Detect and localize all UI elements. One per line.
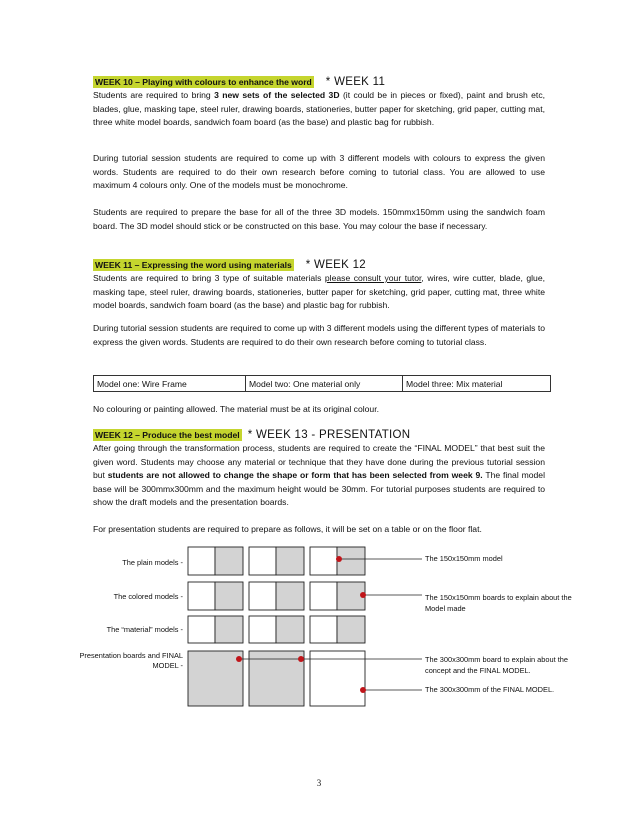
week11-paragraph-3: No colouring or painting allowed. The material must be at its original colour.: [93, 404, 379, 414]
colored-model-2-board: [276, 582, 304, 610]
colored-model-1-board: [215, 582, 243, 610]
diagram-note-1: The 150x150mm model: [425, 554, 503, 563]
table-cell-model-one: Model one: Wire Frame: [94, 376, 246, 392]
plain-model-1-board: [215, 547, 243, 575]
week10-paragraph-2: During tutorial session students are required to come up with 3 different models with colours to express the given words. Students are required to do their own research before coming to tutorial class. You are allowed to use maximum 4 colours only. One of the models must be monochrome.: [93, 153, 545, 191]
week10-week-note: * WEEK 11: [325, 75, 386, 88]
marker-dot-2: [360, 592, 366, 598]
diagram-label-material: The “material” models -: [106, 625, 183, 634]
plain-model-3: [310, 547, 337, 575]
table-cell-model-three: Model three: Mix material: [403, 376, 551, 392]
page-number: 3: [316, 778, 322, 788]
week11-paragraph-1: Students are required to bring 3 type of suitable materials please consult your tutor, wires, wire cutter, blade, glue, masking tape, steel ruler, drawing boards, stationeries, butter paper for sketching, grid paper, cutting mat, three white model boards, sandwich foam board (as the base) and plastic bag for rubbish.: [93, 273, 546, 311]
week11-heading: WEEK 11 – Expressing the word using materials: [95, 259, 292, 270]
table-cell-model-two: Model two: One material only: [246, 376, 403, 392]
week10-paragraph-1: Students are required to bring 3 new sets of the selected 3D (it could be in pieces or fixed), paint and brush etc, blades, glue, masking tape, steel ruler, drawing boards, stationeries, butter paper for sketching, grid paper, cutting mat, three white model boards, sandwich foam board (as the base) and plastic bag for rubbish.: [93, 90, 546, 128]
diagram-label-plain: The plain models -: [122, 558, 183, 567]
presentation-board-1: [188, 651, 243, 706]
week12-paragraph-2: For presentation students are required to prepare as follows, it will be set on a table or on the floor flat.: [93, 524, 482, 534]
material-model-2: [249, 616, 276, 643]
colored-model-1: [188, 582, 215, 610]
plain-model-2: [249, 547, 276, 575]
diagram-note-4: The 300x300mm of the FINAL MODEL.: [425, 685, 555, 694]
diagram-label-presentation: Presentation boards and FINAL MODEL -: [79, 651, 183, 670]
plain-model-2-board: [276, 547, 304, 575]
week11-paragraph-2: During tutorial session students are required to come up with 3 different models using the different types of materials to express the given words. Students are required to do their own research before coming to tutorial class.: [93, 323, 545, 347]
diagram-note-3: The 300x300mm board to explain about the concept and the FINAL MODEL.: [425, 655, 568, 675]
marker-dot-4: [298, 656, 304, 662]
material-model-3: [310, 616, 337, 643]
colored-model-2: [249, 582, 276, 610]
marker-dot-5: [360, 687, 366, 693]
week12-week-note: * WEEK 13 - PRESENTATION: [247, 428, 411, 441]
diagram-label-colored: The colored models -: [113, 592, 183, 601]
colored-model-3: [310, 582, 337, 610]
plain-model-1: [188, 547, 215, 575]
marker-dot-1: [336, 556, 342, 562]
material-model-1-board: [215, 616, 243, 643]
week12-paragraph-1: After going through the transformation process, students are required to create the “FINAL MODEL” that best suit the given word. Students may choose any material or technique that they have done during the previous tutorial session but students are not allowed to change the shape or form that has been selected from week 9. The final model base will be 300mmx300mm and the maximum height would be 30mm. For tutorial purposes students are required to show the draft models and the presentation boards.: [93, 443, 545, 508]
week10-paragraph-3: Students are required to prepare the base for all of the three 3D models. 150mmx150mm using the sandwich foam board. The 3D model should stick or be constructed on this base. You may colour the base if necessary.: [93, 207, 545, 231]
diagram-note-2: The 150x150mm boards to explain about the Model made: [425, 593, 572, 613]
week12-heading: WEEK 12 – Produce the best model: [95, 429, 240, 440]
marker-dot-3: [236, 656, 242, 662]
material-model-1: [188, 616, 215, 643]
material-model-3-board: [337, 616, 365, 643]
week11-week-note: * WEEK 12: [305, 258, 366, 271]
week10-heading: WEEK 10 – Playing with colours to enhance the word: [95, 76, 312, 87]
material-model-2-board: [276, 616, 304, 643]
